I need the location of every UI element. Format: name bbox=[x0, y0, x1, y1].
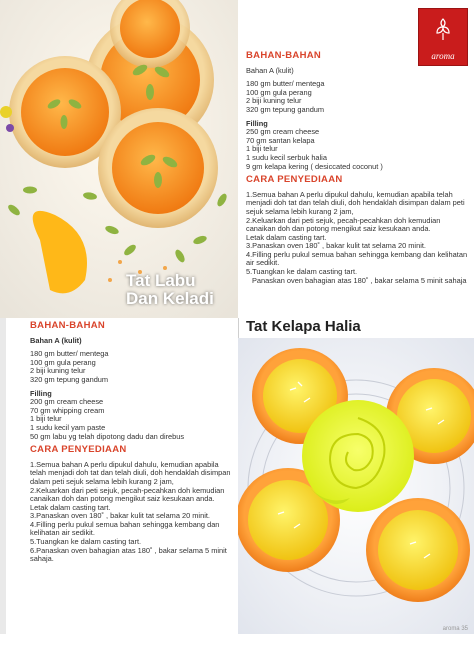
recipe1-method-heading: CARA PENYEDIAAN bbox=[30, 444, 127, 456]
page-number-mark: aroma 35 bbox=[442, 626, 468, 632]
recipe2-filling-list bbox=[246, 128, 468, 171]
method-step: Letak dalam casting tart. bbox=[246, 232, 327, 242]
recipe1-title-line1: Tat Labu bbox=[126, 271, 196, 290]
recipe2-bahan-a-heading: Bahan A (kulit) bbox=[246, 65, 294, 75]
method-step: 5.Tuangkan ke dalam casting tart. bbox=[246, 267, 358, 277]
ingredient-item: 250 gm cream cheese bbox=[246, 127, 320, 137]
ingredient-item: 70 gm whipping cream bbox=[30, 405, 105, 415]
ingredient-item: 100 gm gula perang bbox=[246, 87, 312, 97]
recipe2-method-heading: CARA PENYEDIAAN bbox=[246, 174, 343, 186]
recipe2-text bbox=[246, 52, 468, 285]
method-step: Letak dalam casting tart. bbox=[30, 502, 111, 512]
recipe1-filling-heading: Filling bbox=[30, 388, 52, 398]
page-edge-rail bbox=[0, 318, 6, 634]
recipe2-title: Tat Kelapa Halia bbox=[246, 318, 361, 335]
coconut-tart-illustration bbox=[238, 338, 474, 634]
ingredient-item: 1 biji telur bbox=[246, 144, 278, 154]
ingredient-item: 70 gm santan kelapa bbox=[246, 135, 315, 145]
ingredient-item: 180 gm butter/ mentega bbox=[30, 349, 109, 359]
recipe1-title bbox=[126, 272, 236, 308]
method-step: 2.Keluarkan dari peti sejuk, pecah-pecahkan doh kemudian canaikan doh dan potong mengikut saiz kesukaan anda. bbox=[246, 215, 441, 234]
ingredient-item: 100 gm gula perang bbox=[30, 357, 96, 367]
recipe1-title-line2: Dan Keladi bbox=[126, 289, 214, 308]
recipe2-ingredients-heading: BAHAN-BAHAN bbox=[246, 50, 322, 61]
recipe2-filling-heading: Filling bbox=[246, 118, 268, 128]
ingredient-item: 50 gm labu yg telah dipotong dadu dan direbus bbox=[30, 431, 185, 441]
ingredient-item: 1 biji telur bbox=[30, 414, 62, 424]
ingredient-item: 1 sudu kecil yam paste bbox=[30, 422, 106, 432]
flower-logo-icon bbox=[433, 17, 453, 41]
pumpkin-tart-photo bbox=[0, 0, 238, 318]
ingredient-item: 2 biji kuning telur bbox=[246, 96, 302, 106]
recipe1-kulit-list bbox=[30, 350, 235, 384]
recipe2-steps bbox=[246, 191, 468, 286]
recipe1-filling-list bbox=[30, 398, 235, 441]
recipe1-bahan-a-heading: Bahan A (kulit) bbox=[30, 335, 82, 345]
logo-text: aroma bbox=[431, 51, 455, 61]
ingredient-item: 200 gm cream cheese bbox=[30, 397, 104, 407]
coconut-tart-photo bbox=[238, 338, 474, 634]
ingredient-item: 320 gm tepung gandum bbox=[30, 374, 109, 384]
method-step: 3.Panaskan oven 180˚ , bakar kulit tat selama 20 minit. bbox=[246, 241, 426, 251]
recipe2-kulit-list bbox=[246, 80, 468, 114]
ingredient-item: 9 gm kelapa kering ( desiccated coconut ) bbox=[246, 161, 383, 171]
method-step: Panaskan oven bahagian atas 180˚ , bakar selama 5 minit sahaja bbox=[252, 275, 467, 285]
ingredient-item: 320 gm tepung gandum bbox=[246, 104, 325, 114]
method-step: 3.Panaskan oven 180˚ , bakar kulit tat selama 20 minit. bbox=[30, 511, 210, 521]
recipe1-steps bbox=[30, 461, 235, 564]
recipe1-text bbox=[30, 322, 235, 564]
ingredient-item: 180 gm butter/ mentega bbox=[246, 79, 325, 89]
method-step: 4.Filling perlu pukul semua bahan sehingga kembang dan kelihatan air sedikit. bbox=[246, 249, 468, 268]
method-step: 1.Semua bahan A perlu dipukul dahulu, kemudian apabila telah menjadi doh tat dan telah diuli, doh hendaklah disimpan dalam peti sejuk selama lebih kurang 2 jam, bbox=[30, 459, 231, 486]
method-step: 4.Filling perlu pukul semua bahan sehingga kembang dan kelihatan air sedikit. bbox=[30, 519, 220, 538]
method-step: 6.Panaskan oven bahagian atas 180˚ , bakar selama 5 minit sahaja. bbox=[30, 545, 227, 564]
method-step: 1.Semua bahan A perlu dipukul dahulu, kemudian apabila telah menjadi doh tat dan telah diuli, doh hendaklah disimpan dalam peti sejuk selama lebih kurang 2 jam, bbox=[246, 189, 465, 216]
recipe1-ingredients-heading: BAHAN-BAHAN bbox=[30, 320, 106, 331]
ingredient-item: 1 sudu kecil serbuk halia bbox=[246, 152, 327, 162]
method-step: 5.Tuangkan ke dalam casting tart. bbox=[30, 537, 142, 547]
pumpkin-tart-illustration bbox=[0, 0, 238, 318]
method-step: 2.Keluarkan dari peti sejuk, pecah-pecahkan doh kemudian canaikan doh dan potong mengikut saiz kesukaan anda. bbox=[30, 485, 225, 504]
ingredient-item: 2 biji kuning telur bbox=[30, 366, 86, 376]
